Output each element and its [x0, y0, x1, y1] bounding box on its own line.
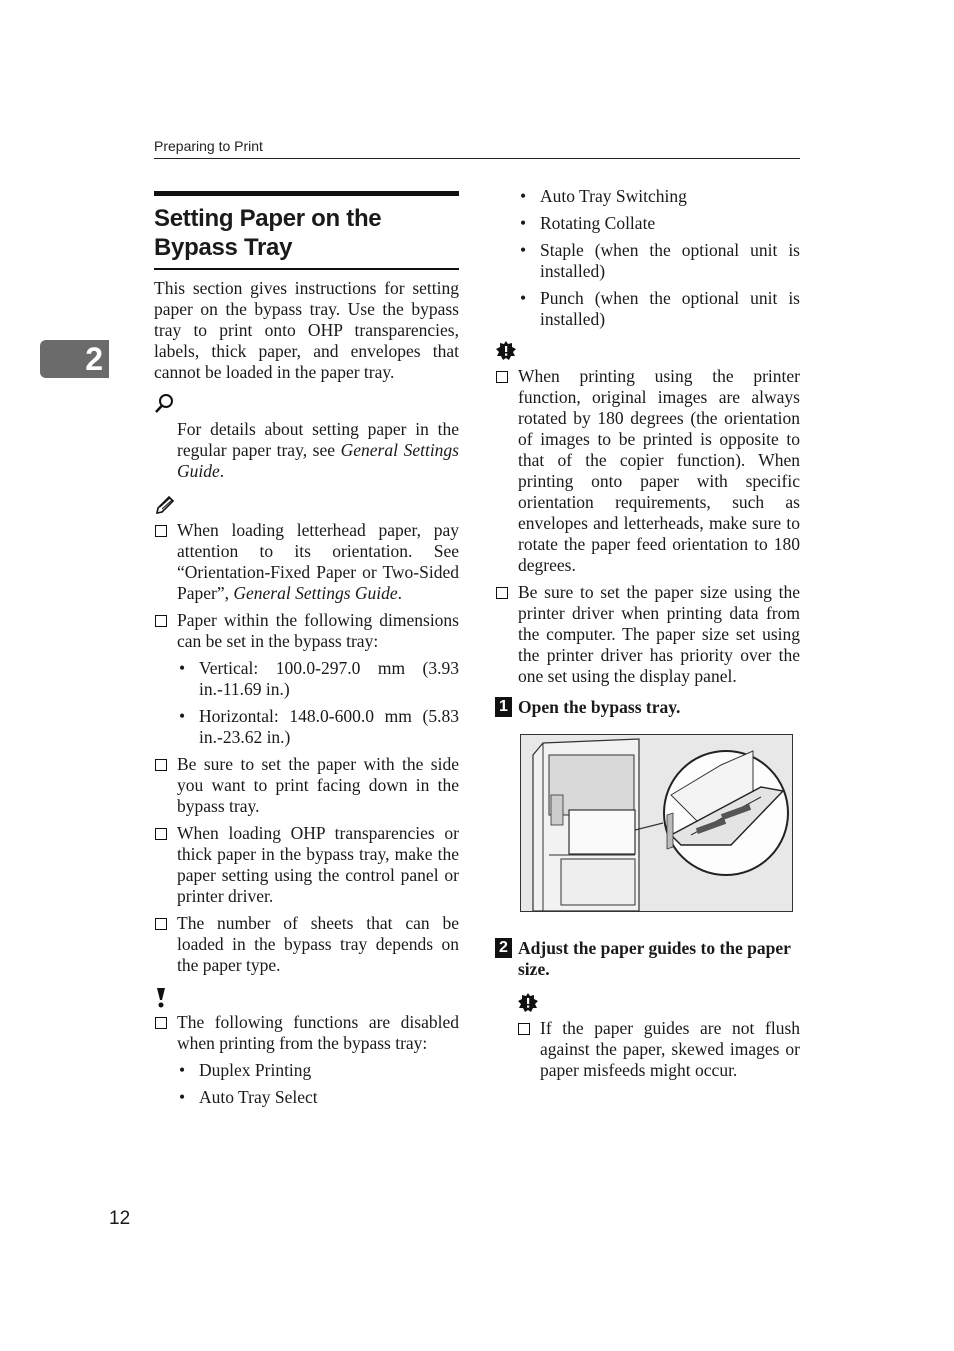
note-item-ohp: When loading OHP transparencies or thick paper in the bypass tray, make the paper setting using the control panel or printer driver.	[154, 823, 459, 907]
bullet-punch: • Punch (when the optional unit is installed)	[495, 288, 800, 330]
important-icon	[495, 340, 800, 362]
exclamation-icon	[154, 986, 459, 1008]
chapter-number: 2	[85, 341, 103, 377]
note-item-sheets: The number of sheets that can be loaded in the bypass tray depends on the paper type.	[154, 913, 459, 976]
intro-paragraph: This section gives instructions for setting paper on the bypass tray. Use the bypass tray to print onto OHP transparencies, labels, thick paper, and envelopes that cannot be loaded in the paper tray.	[154, 278, 459, 382]
step-2-number: 2	[495, 938, 512, 958]
step-2-important	[495, 992, 800, 1081]
bullet-rotating-collate: • Rotating Collate	[495, 213, 800, 234]
step-1-number: 1	[495, 697, 512, 717]
bullet-staple: • Staple (when the optional unit is installed)	[495, 240, 800, 282]
note-item-facing-down: Be sure to set the paper with the side you want to print facing down in the bypass tray.	[154, 754, 459, 817]
important-item-paper-guides: If the paper guides are not flush against the paper, skewed images or paper misfeeds might occur.	[517, 1018, 800, 1081]
important-icon	[517, 992, 800, 1014]
limitation-item: The following functions are disabled when printing from the bypass tray:	[154, 1012, 459, 1054]
guide-reference: General Settings Guide	[177, 440, 459, 481]
chapter-tab	[40, 340, 109, 378]
bullet-auto-tray-select: • Auto Tray Select	[154, 1087, 459, 1108]
page-number: 12	[109, 1208, 131, 1229]
left-column	[154, 191, 459, 1108]
note-item-dimensions: Paper within the following dimensions can be set in the bypass tray:	[154, 610, 459, 652]
right-column	[495, 186, 800, 1081]
step-1	[495, 697, 800, 718]
bullet-duplex: • Duplex Printing	[154, 1060, 459, 1081]
step-2	[495, 938, 800, 980]
bullet-vertical: • Vertical: 100.0-297.0 mm (3.93 in.-11.69 in.)	[154, 658, 459, 700]
step-2-text: Adjust the paper guides to the paper size.	[518, 938, 791, 979]
bypass-tray-illustration	[520, 734, 793, 912]
pencil-icon	[154, 494, 459, 516]
running-header: Preparing to Print	[154, 138, 263, 154]
magnifier-icon	[154, 393, 459, 415]
section-title: Setting Paper on the Bypass Tray	[154, 205, 382, 261]
section-title-box	[154, 191, 459, 270]
bullet-horizontal: • Horizontal: 148.0-600.0 mm (5.83 in.-23.62 in.)	[154, 706, 459, 748]
reference-text: For details about setting paper in the regular paper tray, see General Settings Guide.	[177, 419, 459, 481]
bullet-auto-tray-switching: • Auto Tray Switching	[495, 186, 800, 207]
step-1-text: Open the bypass tray.	[518, 697, 681, 717]
important-item-paper-size: Be sure to set the paper size using the printer driver when printing data from the computer. The paper size set using the printer driver has priority over the one set using the display panel.	[495, 582, 800, 687]
header-rule	[154, 158, 800, 159]
note-item-letterhead: When loading letterhead paper, pay attention to its orientation. See “Orientation-Fixed Paper or Two-Sided Paper”, General Settings Guide.	[154, 520, 459, 604]
important-item-rotation: When printing using the printer function, original images are always rotated by 180 degrees (the orientation of images to be printed is opposite to that of the copier function). When printing onto paper with specific orientation requirements, such as envelopes and letterheads, make sure to rotate the paper feed orientation to 180 degrees.	[495, 366, 800, 576]
